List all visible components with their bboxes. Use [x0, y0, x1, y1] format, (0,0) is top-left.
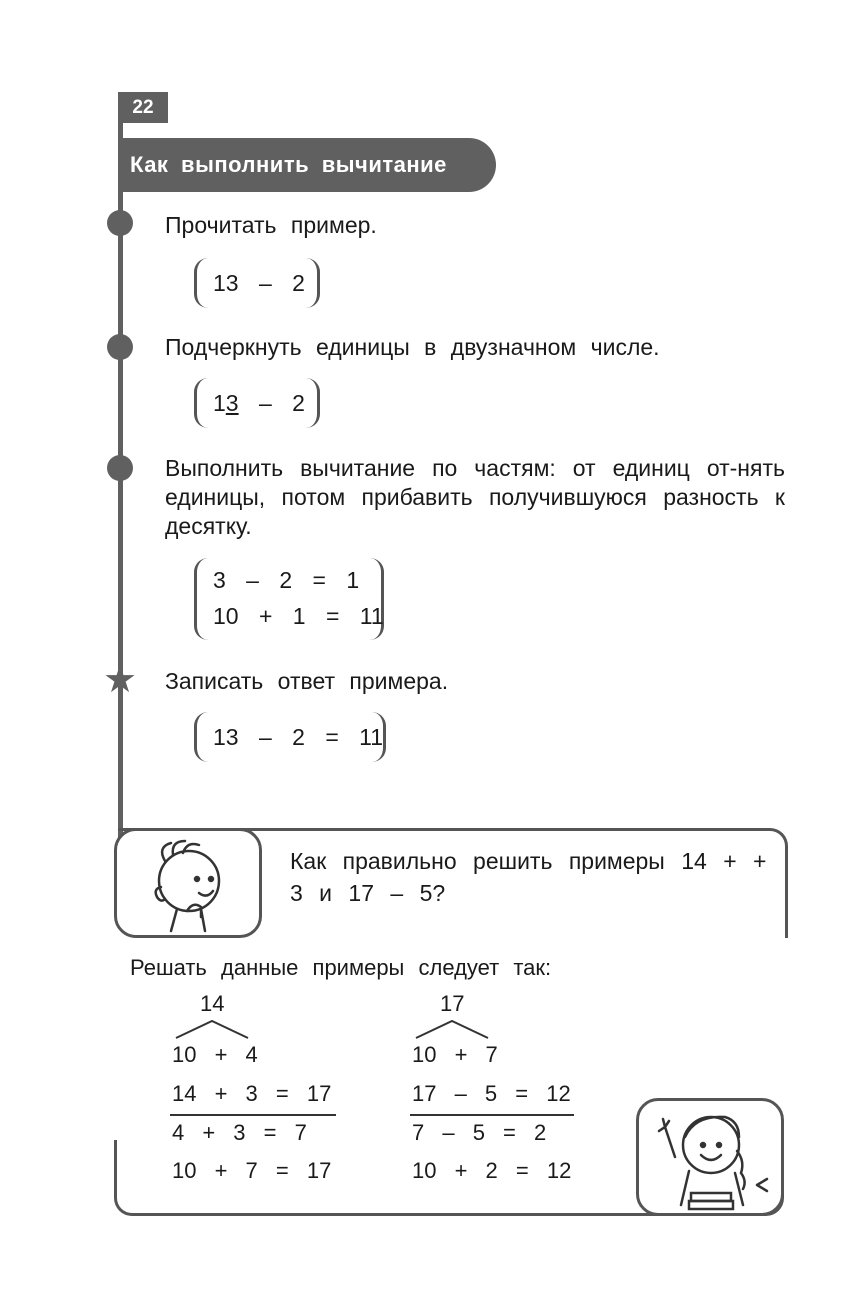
bullet-dot-icon	[107, 334, 133, 360]
right-step-1: 7 – 5 = 2	[412, 1120, 547, 1145]
star-icon: ★	[103, 659, 138, 701]
step-2-text: Подчеркнуть единицы в двузначном числе.	[165, 334, 660, 360]
right-top-number: 17	[440, 991, 465, 1016]
page-number: 22	[118, 92, 168, 123]
step-2-example	[194, 378, 320, 428]
question-text: Как правильно решить примеры 14 + + 3 и 17 – 5?	[290, 848, 767, 906]
step-1-example	[194, 258, 320, 308]
step-3-text: Выполнить вычитание по частям: от единиц от-нять единицы, потом прибавить получившуюся разность к десятку.	[165, 455, 785, 539]
example-row: 3 – 2 = 1	[213, 567, 360, 593]
left-expression: 14 + 3 = 17	[172, 1081, 332, 1106]
ones-digit-underlined: 3	[225, 390, 239, 416]
step-3-example	[194, 558, 384, 640]
right-step-2: 10 + 2 = 12	[412, 1158, 572, 1183]
example-row: 13 – 2	[213, 270, 305, 296]
right-split: 10 + 7	[412, 1042, 498, 1067]
left-step-1: 4 + 3 = 7	[172, 1120, 307, 1145]
example-row: 13 – 2 = 11	[213, 724, 384, 750]
step-4-text: Записать ответ примера.	[165, 668, 449, 694]
page-title: Как выполнить вычитание	[118, 138, 496, 192]
step-1-text: Прочитать пример.	[165, 212, 377, 238]
tens-digit: 1	[213, 390, 226, 416]
bullet-dot-icon	[107, 455, 133, 481]
girl-waving-icon	[639, 1101, 781, 1213]
left-step-2: 10 + 7 = 17	[172, 1158, 332, 1183]
girl-avatar-box	[636, 1098, 784, 1216]
example-row	[213, 385, 305, 421]
boy-avatar-box	[114, 828, 262, 938]
boy-thinking-icon	[117, 831, 259, 935]
left-split: 10 + 4	[172, 1042, 258, 1067]
right-expression: 17 – 5 = 12	[412, 1081, 571, 1106]
bullet-dot-icon	[107, 210, 133, 236]
left-top-number: 14	[200, 991, 225, 1016]
example-row: 10 + 1 = 11	[213, 603, 384, 629]
solution-intro: Решать данные примеры следует так:	[130, 955, 552, 980]
step-4-example	[194, 712, 386, 762]
example-rest: – 2	[238, 390, 305, 416]
